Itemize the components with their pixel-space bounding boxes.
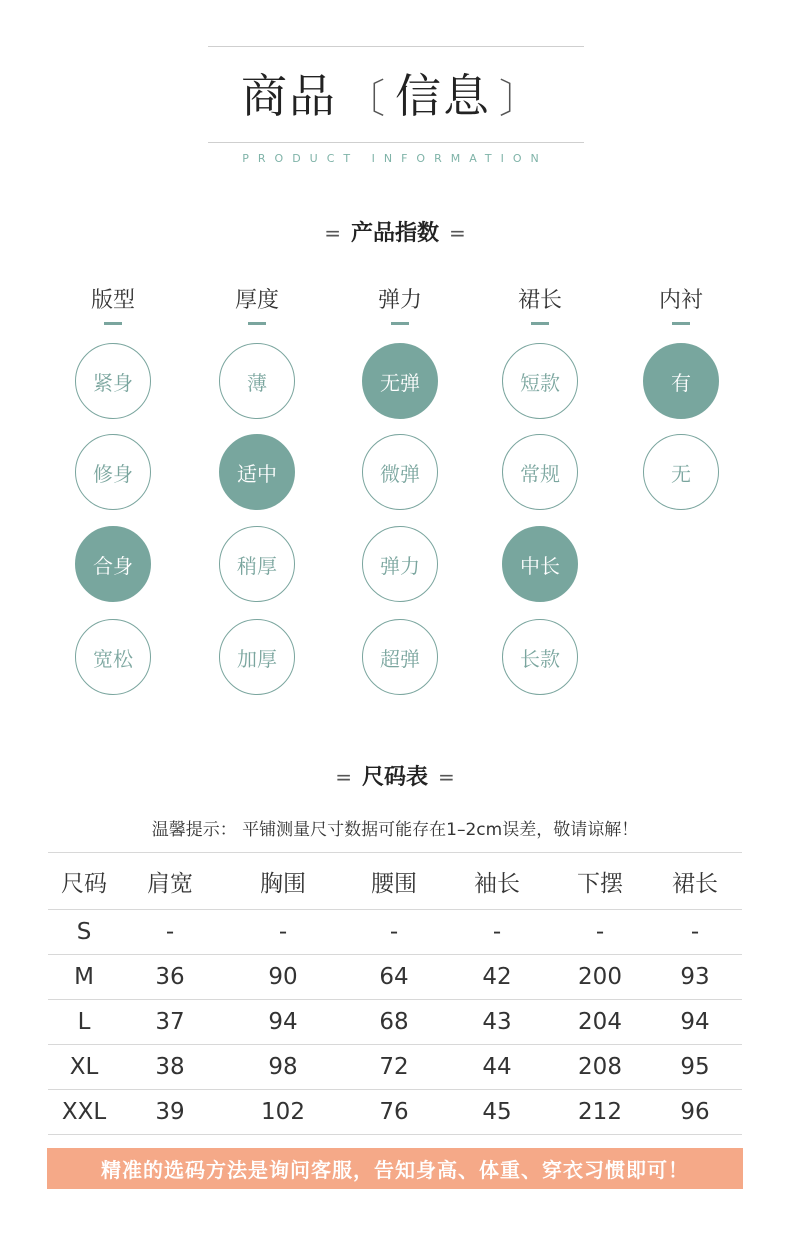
product-index-heading <box>0 218 790 249</box>
title-right: 信息 <box>395 69 491 123</box>
size-table-header-row <box>48 853 742 910</box>
col-header-skirt-length: 裙长 <box>648 853 742 910</box>
header-top-rule <box>208 46 584 47</box>
cell-skirt-length: 94 <box>648 1000 742 1045</box>
index-option: 长款 <box>502 619 578 695</box>
cell-hem: 200 <box>552 955 648 1000</box>
index-option: 稍厚 <box>219 526 295 602</box>
cell-skirt-length: 96 <box>648 1090 742 1135</box>
page-subtitle: PRODUCT INFORMATION <box>242 152 548 165</box>
cell-shoulder: 37 <box>120 1000 220 1045</box>
index-column-label: 裙长 <box>517 288 562 313</box>
product-index-title: 产品指数 <box>350 221 439 246</box>
cell-skirt-length: 95 <box>648 1045 742 1090</box>
col-header-hem: 下摆 <box>552 853 648 910</box>
index-column-label: 内衬 <box>658 288 703 313</box>
cell-hem: 212 <box>552 1090 648 1135</box>
cell-sleeve: - <box>442 910 552 955</box>
sizing-advice-banner: 精准的选码方法是询问客服，告知身高、体重、穿衣习惯即可！ <box>47 1148 743 1189</box>
index-option: 宽松 <box>75 619 151 695</box>
index-option: 修身 <box>75 434 151 510</box>
cell-size: M <box>48 955 120 1000</box>
index-option: 短款 <box>502 343 578 419</box>
table-row <box>48 910 742 955</box>
cell-size: XXL <box>48 1090 120 1135</box>
col-header-waist: 腰围 <box>346 853 442 910</box>
cell-chest: 90 <box>220 955 346 1000</box>
cell-sleeve: 44 <box>442 1045 552 1090</box>
index-option: 加厚 <box>219 619 295 695</box>
index-column-underline <box>391 322 409 325</box>
index-option-selected: 有 <box>643 343 719 419</box>
heading-eq-right: = <box>449 221 466 245</box>
cell-skirt-length: 93 <box>648 955 742 1000</box>
cell-hem: - <box>552 910 648 955</box>
cell-size: S <box>48 910 120 955</box>
heading-eq-left: = <box>335 765 352 789</box>
header-bottom-rule <box>208 142 584 143</box>
table-row <box>48 1045 742 1090</box>
page-title <box>0 66 790 129</box>
index-option: 微弹 <box>362 434 438 510</box>
table-row <box>48 1090 742 1135</box>
cell-shoulder: 38 <box>120 1045 220 1090</box>
cell-size: XL <box>48 1045 120 1090</box>
heading-eq-right: = <box>438 765 455 789</box>
cell-waist: 68 <box>346 1000 442 1045</box>
bracket-open: 〔 <box>345 76 387 122</box>
table-row <box>48 1000 742 1045</box>
index-column-underline <box>104 322 122 325</box>
size-chart-title: 尺码表 <box>361 765 428 790</box>
index-option: 常规 <box>502 434 578 510</box>
index-column-underline <box>248 322 266 325</box>
size-chart-heading <box>0 762 790 793</box>
cell-chest: 98 <box>220 1045 346 1090</box>
heading-eq-left: = <box>324 221 341 245</box>
cell-waist: 76 <box>346 1090 442 1135</box>
table-row <box>48 955 742 1000</box>
index-column-underline <box>531 322 549 325</box>
measurement-tip: 温馨提示： 平铺测量尺寸数据可能存在1–2cm误差，敬请谅解！ <box>151 820 639 840</box>
index-option: 薄 <box>219 343 295 419</box>
index-column-label: 厚度 <box>234 288 279 313</box>
index-option: 紧身 <box>75 343 151 419</box>
cell-sleeve: 42 <box>442 955 552 1000</box>
cell-sleeve: 43 <box>442 1000 552 1045</box>
index-column-label: 版型 <box>90 288 135 313</box>
cell-size: L <box>48 1000 120 1045</box>
index-option-selected: 合身 <box>75 526 151 602</box>
index-column-label: 弹力 <box>377 288 422 313</box>
cell-skirt-length: - <box>648 910 742 955</box>
cell-hem: 208 <box>552 1045 648 1090</box>
index-option-selected: 中长 <box>502 526 578 602</box>
col-header-chest: 胸围 <box>220 853 346 910</box>
cell-shoulder: - <box>120 910 220 955</box>
cell-shoulder: 39 <box>120 1090 220 1135</box>
cell-chest: 102 <box>220 1090 346 1135</box>
col-header-size: 尺码 <box>48 853 120 910</box>
index-column-underline <box>672 322 690 325</box>
index-option-selected: 适中 <box>219 434 295 510</box>
title-left: 商品 <box>241 69 337 123</box>
cell-waist: - <box>346 910 442 955</box>
col-header-sleeve: 袖长 <box>442 853 552 910</box>
cell-hem: 204 <box>552 1000 648 1045</box>
col-header-shoulder: 肩宽 <box>120 853 220 910</box>
bracket-close: 〕 <box>499 76 541 122</box>
index-option: 无 <box>643 434 719 510</box>
cell-chest: - <box>220 910 346 955</box>
cell-waist: 64 <box>346 955 442 1000</box>
index-option: 弹力 <box>362 526 438 602</box>
size-table <box>48 852 742 1135</box>
cell-waist: 72 <box>346 1045 442 1090</box>
cell-chest: 94 <box>220 1000 346 1045</box>
cell-shoulder: 36 <box>120 955 220 1000</box>
index-option-selected: 无弹 <box>362 343 438 419</box>
index-option: 超弹 <box>362 619 438 695</box>
cell-sleeve: 45 <box>442 1090 552 1135</box>
